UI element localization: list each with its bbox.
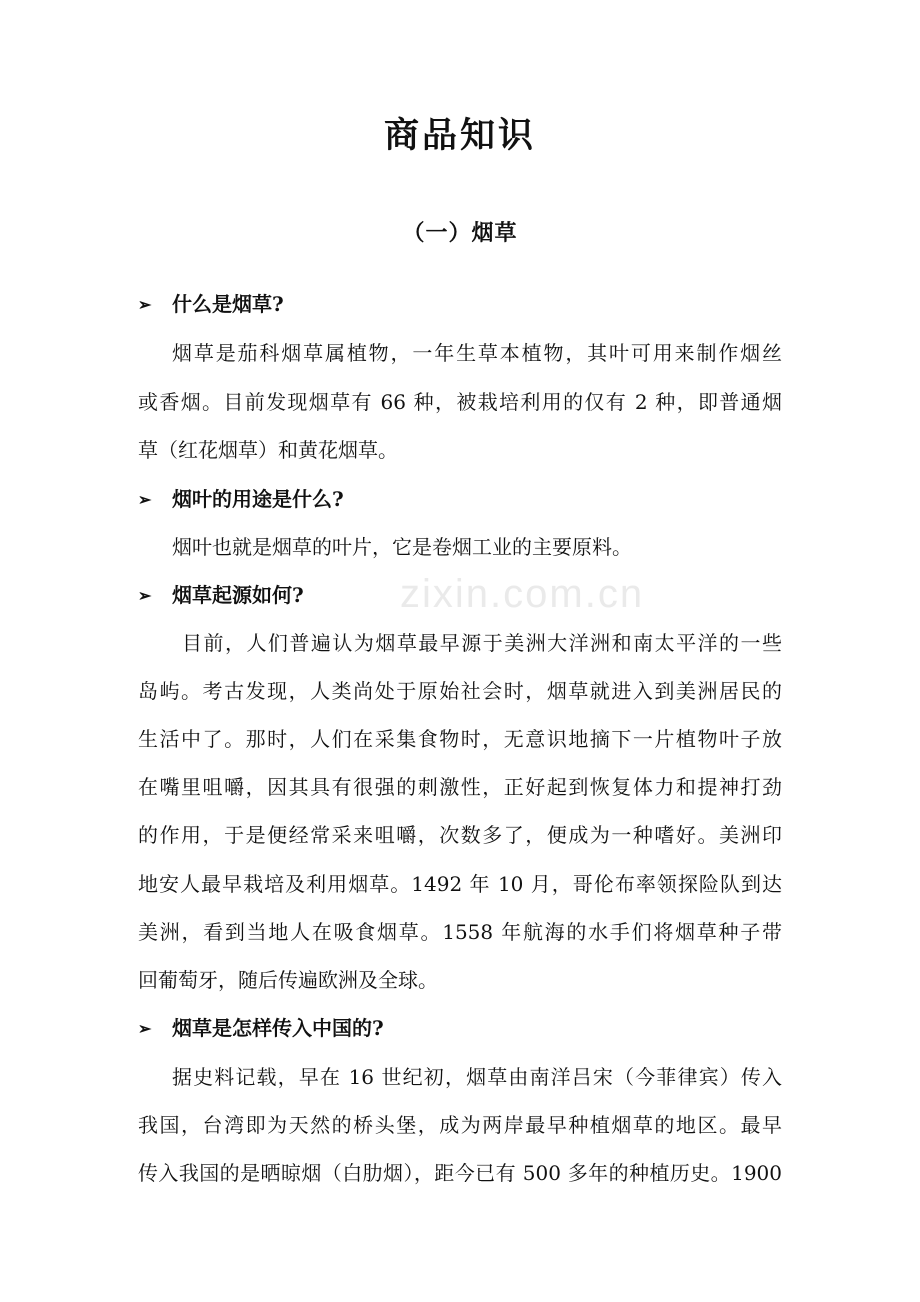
arrow-bullet-icon: ➢ <box>138 490 152 509</box>
arrow-bullet-icon: ➢ <box>138 586 152 605</box>
paragraph-line: 生活中了。那时，人们在采集食物时，无意识地摘下一片植物叶子放 <box>138 727 782 751</box>
paragraph-line: 据史料记载，早在 16 世纪初，烟草由南洋吕宋（今菲律宾）传入 <box>172 1065 782 1089</box>
paragraph-line: 美洲，看到当地人在吸食烟草。1558 年航海的水手们将烟草种子带 <box>138 920 782 944</box>
watermark: zixin.com.cn <box>400 572 645 616</box>
question-heading <box>138 580 798 611</box>
paragraph-line: 我国，台湾即为天然的桥头堡，成为两岸最早种植烟草的地区。最早 <box>138 1113 782 1137</box>
paragraph-line: 回葡萄牙，随后传遍欧洲及全球。 <box>138 968 438 992</box>
paragraph-line: 地安人最早栽培及利用烟草。1492 年 10 月，哥伦布率领探险队到达 <box>138 872 782 896</box>
arrow-bullet-icon: ➢ <box>138 1019 152 1038</box>
question-text: 烟草起源如何? <box>172 583 304 607</box>
paragraph-line: 草（红花烟草）和黄花烟草。 <box>138 438 398 462</box>
paragraph-line: 在嘴里咀嚼，因其具有很强的刺激性，正好起到恢复体力和提神打劲 <box>138 775 782 799</box>
question-heading <box>138 289 798 320</box>
paragraph-line: 传入我国的是晒晾烟（白肋烟），距今已有 500 多年的种植历史。1900 <box>138 1161 782 1185</box>
question-heading <box>138 1013 798 1044</box>
question-heading <box>138 484 798 515</box>
paragraph-line: 或香烟。目前发现烟草有 66 种，被栽培利用的仅有 2 种，即普通烟 <box>138 390 782 414</box>
arrow-bullet-icon: ➢ <box>138 295 152 314</box>
paragraph-line: 烟草是茄科烟草属植物，一年生草本植物，其叶可用来制作烟丝 <box>172 341 782 365</box>
paragraph-line: 烟叶也就是烟草的叶片，它是卷烟工业的主要原料。 <box>172 535 632 559</box>
section-heading: （一）烟草 <box>402 220 518 246</box>
document-title: 商品知识 <box>383 115 536 156</box>
paragraph-line: 目前，人们普遍认为烟草最早源于美洲大洋洲和南太平洋的一些 <box>182 631 782 655</box>
question-text: 什么是烟草? <box>172 292 284 316</box>
question-text: 烟叶的用途是什么? <box>172 487 344 511</box>
question-text: 烟草是怎样传入中国的? <box>172 1016 384 1040</box>
paragraph-line: 岛屿。考古发现，人类尚处于原始社会时，烟草就进入到美洲居民的 <box>138 679 782 703</box>
paragraph-line: 的作用，于是便经常采来咀嚼，次数多了，便成为一种嗜好。美洲印 <box>138 823 782 847</box>
